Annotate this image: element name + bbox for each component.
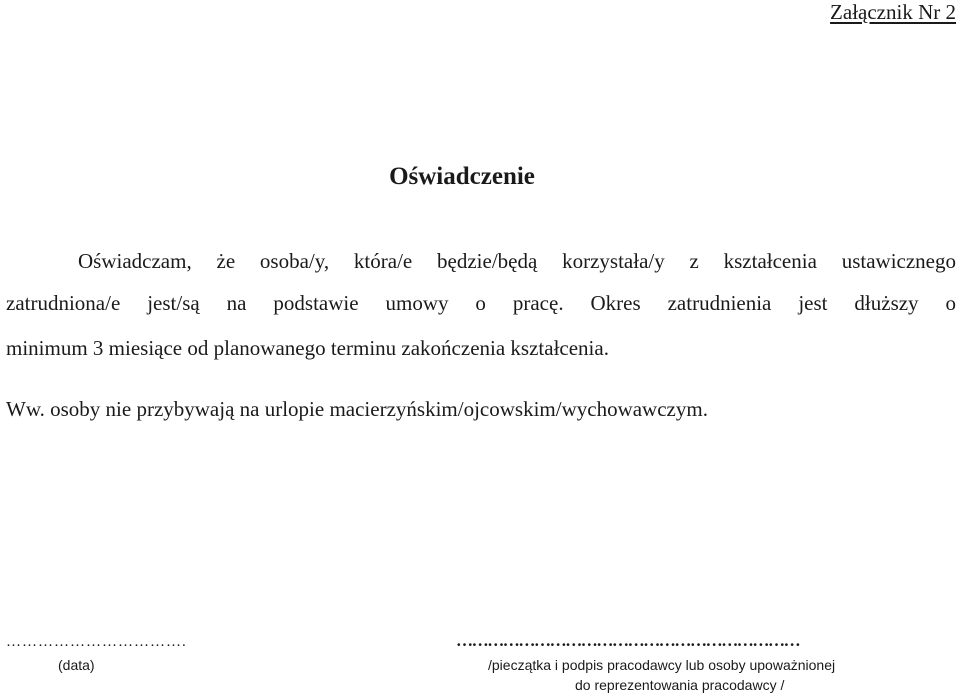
stamp-signature-line: ………………………………………………………… bbox=[456, 631, 800, 650]
date-signature-line: ……………………………. bbox=[6, 634, 187, 650]
annex-number: Załącznik Nr 2 bbox=[830, 0, 956, 24]
date-label: (data) bbox=[58, 657, 95, 673]
statement-line-4: Ww. osoby nie przybywają na urlopie macierzyńskim/ojcowskim/wychowawczym. bbox=[6, 397, 708, 421]
statement-line-2: zatrudniona/e jest/są na podstawie umowy o pracę. Okres zatrudnienia jest dłuższy o bbox=[6, 291, 956, 315]
statement-line-3: minimum 3 miesiące od planowanego terminu zakończenia kształcenia. bbox=[6, 336, 609, 360]
stamp-label-line-2: do reprezentowania pracodawcy / bbox=[575, 677, 785, 693]
document-title: Oświadczenie bbox=[389, 163, 535, 190]
statement-line-1: Oświadczam, że osoba/y, która/e będzie/będą korzystała/y z kształcenia ustawicznego bbox=[78, 249, 956, 273]
stamp-label-line-1: /pieczątka i podpis pracodawcy lub osoby upoważnionej bbox=[488, 657, 836, 673]
